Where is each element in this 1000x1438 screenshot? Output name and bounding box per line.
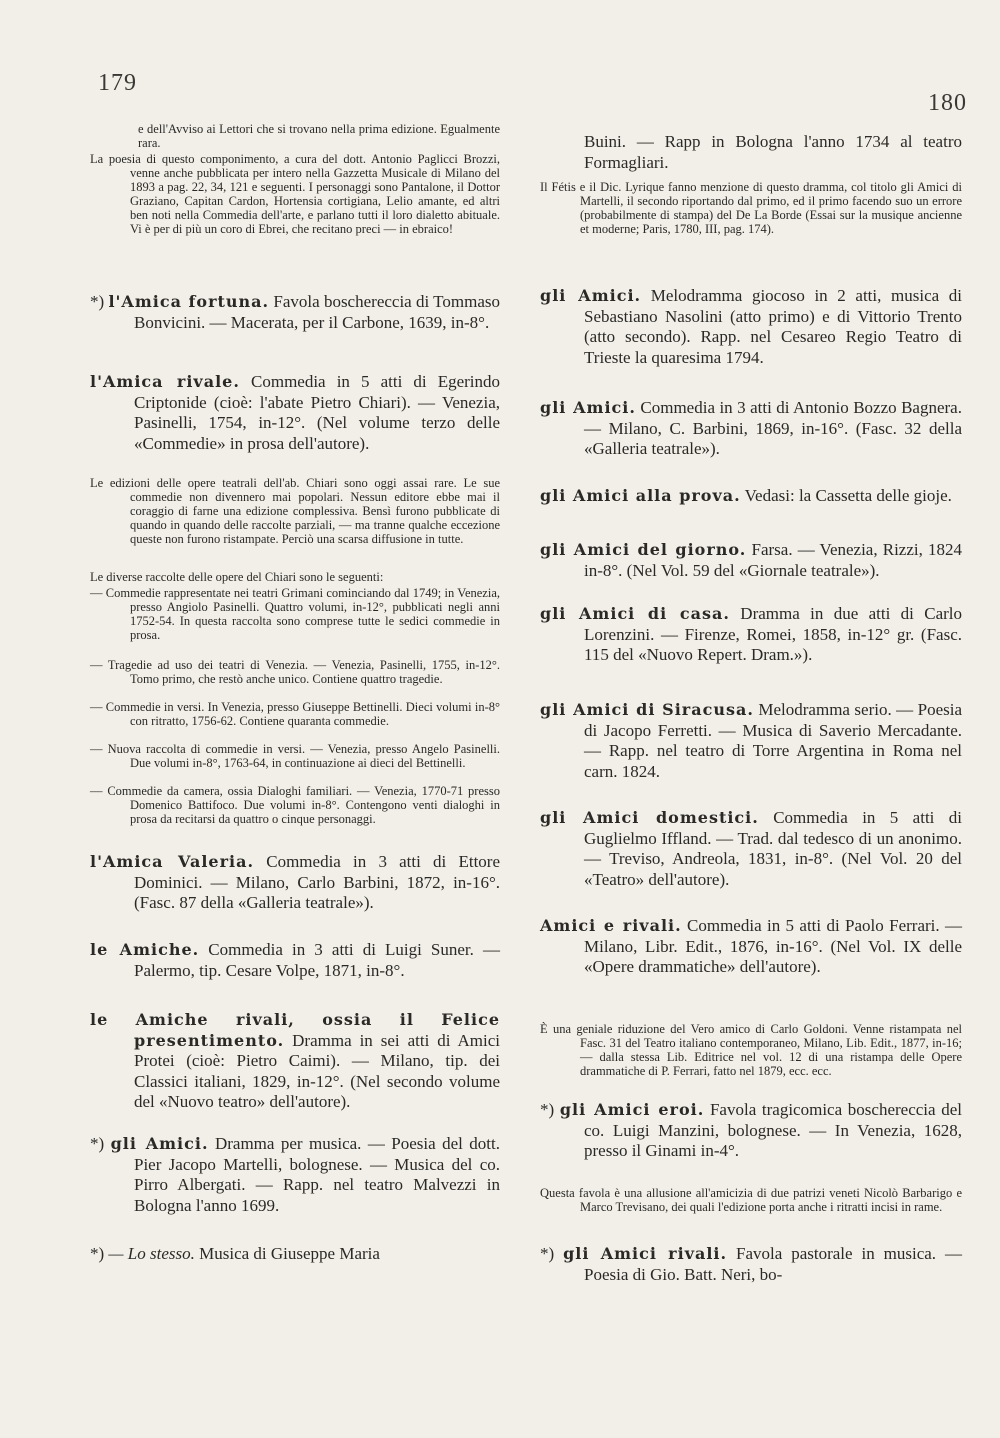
entry-headword: gli Amici domestici. — [540, 808, 759, 827]
entry-headword: le Amiche. — [90, 940, 200, 959]
catalog-entry: Buini. — Rapp in Bologna l'anno 1734 al teatro Formagliari. — [584, 132, 962, 172]
catalog-entry: l'Amica Valeria. Commedia in 3 atti di Ettore Dominici. — Milano, Carlo Barbini, 1872, in-16°. (Fasc. 87 della «Galleria teatrale»). — [90, 852, 500, 912]
catalog-entry: gli Amici. Commedia in 3 atti di Antonio Bozzo Bagnera. — Milano, C. Barbini, 1869, in-16°. (Fasc. 32 della «Galleria teatrale»). — [540, 398, 962, 458]
catalog-entry: Amici e rivali. Commedia in 5 atti di Paolo Ferrari. — Milano, Libr. Edit., 1876, in-16°. (Nel Vol. IX delle «Opere drammatiche» dell'autore). — [540, 916, 962, 976]
entry-headword: Amici e rivali. — [540, 916, 682, 935]
footnote: La poesia di questo componimento, a cura del dott. Antonio Paglicci Brozzi, venne anche pubblicata per intero nella Gazzetta Musicale di Milano del 1893 a pag. 22, 34, 121 e seguenti. I personaggi sono Pantalone, il Dottor Graziano, Capitan Cardon, Hortensia cortigiana, Lelio amante, ed altri ben noti nella Commedia dell'arte, e parlano tutti il loro dialetto abituale. Vi è per di più un coro di Ebrei, che recitano preci — in ebraico! — [90, 152, 500, 236]
entry-headword: gli Amici alla prova. — [540, 486, 741, 505]
entry-headword: gli Amici di Siracusa. — [540, 700, 754, 719]
footnote: Le diverse raccolte delle opere del Chiari sono le seguenti: — [90, 570, 384, 584]
entry-headword: gli Amici. — [540, 286, 642, 305]
entry-headword: gli Amici. — [540, 398, 636, 417]
entry-headword: l'Amica fortuna. — [108, 292, 270, 311]
catalog-entry: *) — Lo stesso. Musica di Giuseppe Maria — [90, 1244, 380, 1263]
entry-headword: gli Amici del giorno. — [540, 540, 747, 559]
entry-headword: l'Amica rivale. — [90, 372, 240, 391]
catalog-entry: *) gli Amici. Dramma per musica. — Poesia del dott. Pier Jacopo Martelli, bolognese. — Musica del co. Pirro Albergati. — Rapp. nel teatro Malvezzi in Bologna l'anno 1699. — [90, 1134, 501, 1215]
footnote: Le edizioni delle opere teatrali dell'ab. Chiari sono oggi assai rare. Le sue commedie non divennero mai popolari. Nessun editore ebbe mai il coraggio di farne una edizione complessiva. Bensì furono pubblicate di quando in quando delle raccolte parziali, — ma tranne qualche eccezione queste non furono ristampate. Perciò una scarsa diffusione in tutte. — [90, 476, 500, 546]
entry-headword: — Lo stesso. — [108, 1244, 195, 1263]
footnote: Il Fétis e il Dic. Lyrique fanno menzione di questo dramma, col titolo gli Amici di Martelli, il secondo riportando dal primo, ed il primo facendo suo un errore (probabilmente di stampa) del De La Borde (Essai sur la musique ancienne et moderne; Paris, 1780, III, pag. 174). — [540, 180, 962, 236]
catalog-entry: gli Amici domestici. Commedia in 5 atti di Guglielmo Iffland. — Trad. dal tedesco di un anonimo. — Treviso, Andreola, 1831, in-8°. (Nel Vol. 20 del «Teatro» dell'autore). — [540, 808, 962, 889]
footnote: — Commedie in versi. In Venezia, presso Giuseppe Bettinelli. Dieci volumi in-8° con ritratto, 1756-62. Contiene quaranta commedie. — [90, 700, 500, 728]
catalog-entry: *) l'Amica fortuna. Favola boschereccia di Tommaso Bonvicini. — Macerata, per il Carbone, 1639, in-8°. — [90, 292, 500, 332]
footnote: e dell'Avviso ai Lettori che si trovano nella prima edizione. Egualmente rara. — [138, 122, 500, 150]
catalog-entry: gli Amici di casa. Dramma in due atti di Carlo Lorenzini. — Firenze, Romei, 1858, in-12° gr. (Fasc. 115 del «Nuovo Repert. Dram.»). — [540, 604, 963, 664]
catalog-entry: *) gli Amici rivali. Favola pastorale in musica. — Poesia di Gio. Batt. Neri, bo- — [540, 1244, 962, 1284]
footnote: — Commedie rappresentate nei teatri Grimani cominciando dal 1749; in Venezia, presso Angiolo Pasinelli. Quattro volumi, in-12°, pubblicati negli anni 1752-54. In questa raccolta sono comprese tutte le sedici commedie in prosa. — [90, 586, 500, 642]
catalog-entry: l'Amica rivale. Commedia in 5 atti di Egerindo Criptonide (cioè: l'abate Pietro Chiari). — Venezia, Pasinelli, 1754, in-12°. (Nel volume terzo delle «Commedie» in prosa dell'autore). — [90, 372, 501, 453]
entry-headword: gli Amici eroi. — [559, 1100, 705, 1119]
entry-headword: gli Amici rivali. — [563, 1244, 728, 1263]
catalog-entry: le Amiche rivali, ossia il Felice presentimento. Dramma in sei atti di Amici Protei (cioè: Pietro Caimi). — Milano, tip. dei Classici italiani, 1829, in-12°. (Nel secondo volume del «Nuovo teatro» dell'autore). — [90, 1010, 500, 1111]
page-number-left: 179 — [98, 70, 137, 96]
catalog-entry: gli Amici. Melodramma giocoso in 2 atti, musica di Sebastiano Nasolini (atto primo) e di Vittorio Trento (atto secondo). Rapp. nel Cesareo Regio Teatro di Trieste la quaresima 1794. — [540, 286, 963, 367]
entry-headword: gli Amici. — [110, 1134, 209, 1153]
catalog-entry: gli Amici alla prova. Vedasi: la Cassetta delle gioje. — [540, 486, 952, 505]
footnote: — Nuova raccolta di commedie in versi. — Venezia, presso Angelo Pasinelli. Due volumi in-8°, 1763-64, in continuazione ai dieci del Bettinelli. — [90, 742, 500, 770]
entry-headword: gli Amici di casa. — [540, 604, 730, 623]
footnote: Questa favola è una allusione all'amicizia di due patrizi veneti Nicolò Barbarigo e Marco Trevisano, dei quali l'edizione porta anche i ritratti incisi in rame. — [540, 1186, 962, 1214]
page-number-right: 180 — [928, 90, 967, 116]
footnote: — Commedie da camera, ossia Dialoghi familiari. — Venezia, 1770-71 presso Domenico Battifoco. Due volumi in-8°. Contengono venti dialoghi in prosa da recitarsi da quattro o cinque personaggi. — [90, 784, 500, 826]
catalog-entry: le Amiche. Commedia in 3 atti di Luigi Suner. — Palermo, tip. Cesare Volpe, 1871, in-8°. — [90, 940, 500, 980]
entry-headword: l'Amica Valeria. — [90, 852, 255, 871]
catalog-entry: gli Amici del giorno. Farsa. — Venezia, Rizzi, 1824 in-8°. (Nel Vol. 59 del «Giornale teatrale»). — [540, 540, 962, 580]
catalog-entry: *) gli Amici eroi. Favola tragicomica boschereccia del co. Luigi Manzini, bolognese. — In Venezia, 1628, presso il Ginami in-4°. — [540, 1100, 963, 1160]
entry-headword: le Amiche rivali, ossia il Felice presentimento. — [90, 1010, 500, 1050]
footnote: — Tragedie ad uso dei teatri di Venezia. — Venezia, Pasinelli, 1755, in-12°. Tomo primo, che restò anche unico. Contiene quattro tragedie. — [90, 658, 500, 686]
catalog-entry: gli Amici di Siracusa. Melodramma serio. — Poesia di Jacopo Ferretti. — Musica di Saverio Mercadante. — Rapp. nel teatro di Torre Argentina in Roma nel carn. 1824. — [540, 700, 962, 781]
footnote: È una geniale riduzione del Vero amico di Carlo Goldoni. Venne ristampata nel Fasc. 31 del Teatro italiano contemporaneo, Milano, Lib. Edit., 1877, in-16; — dalla stessa Lib. Editrice nel vol. 12 di una ristampa delle Opere drammatiche di P. Ferrari, fatto nel 1879, ecc. ecc. — [540, 1022, 962, 1078]
